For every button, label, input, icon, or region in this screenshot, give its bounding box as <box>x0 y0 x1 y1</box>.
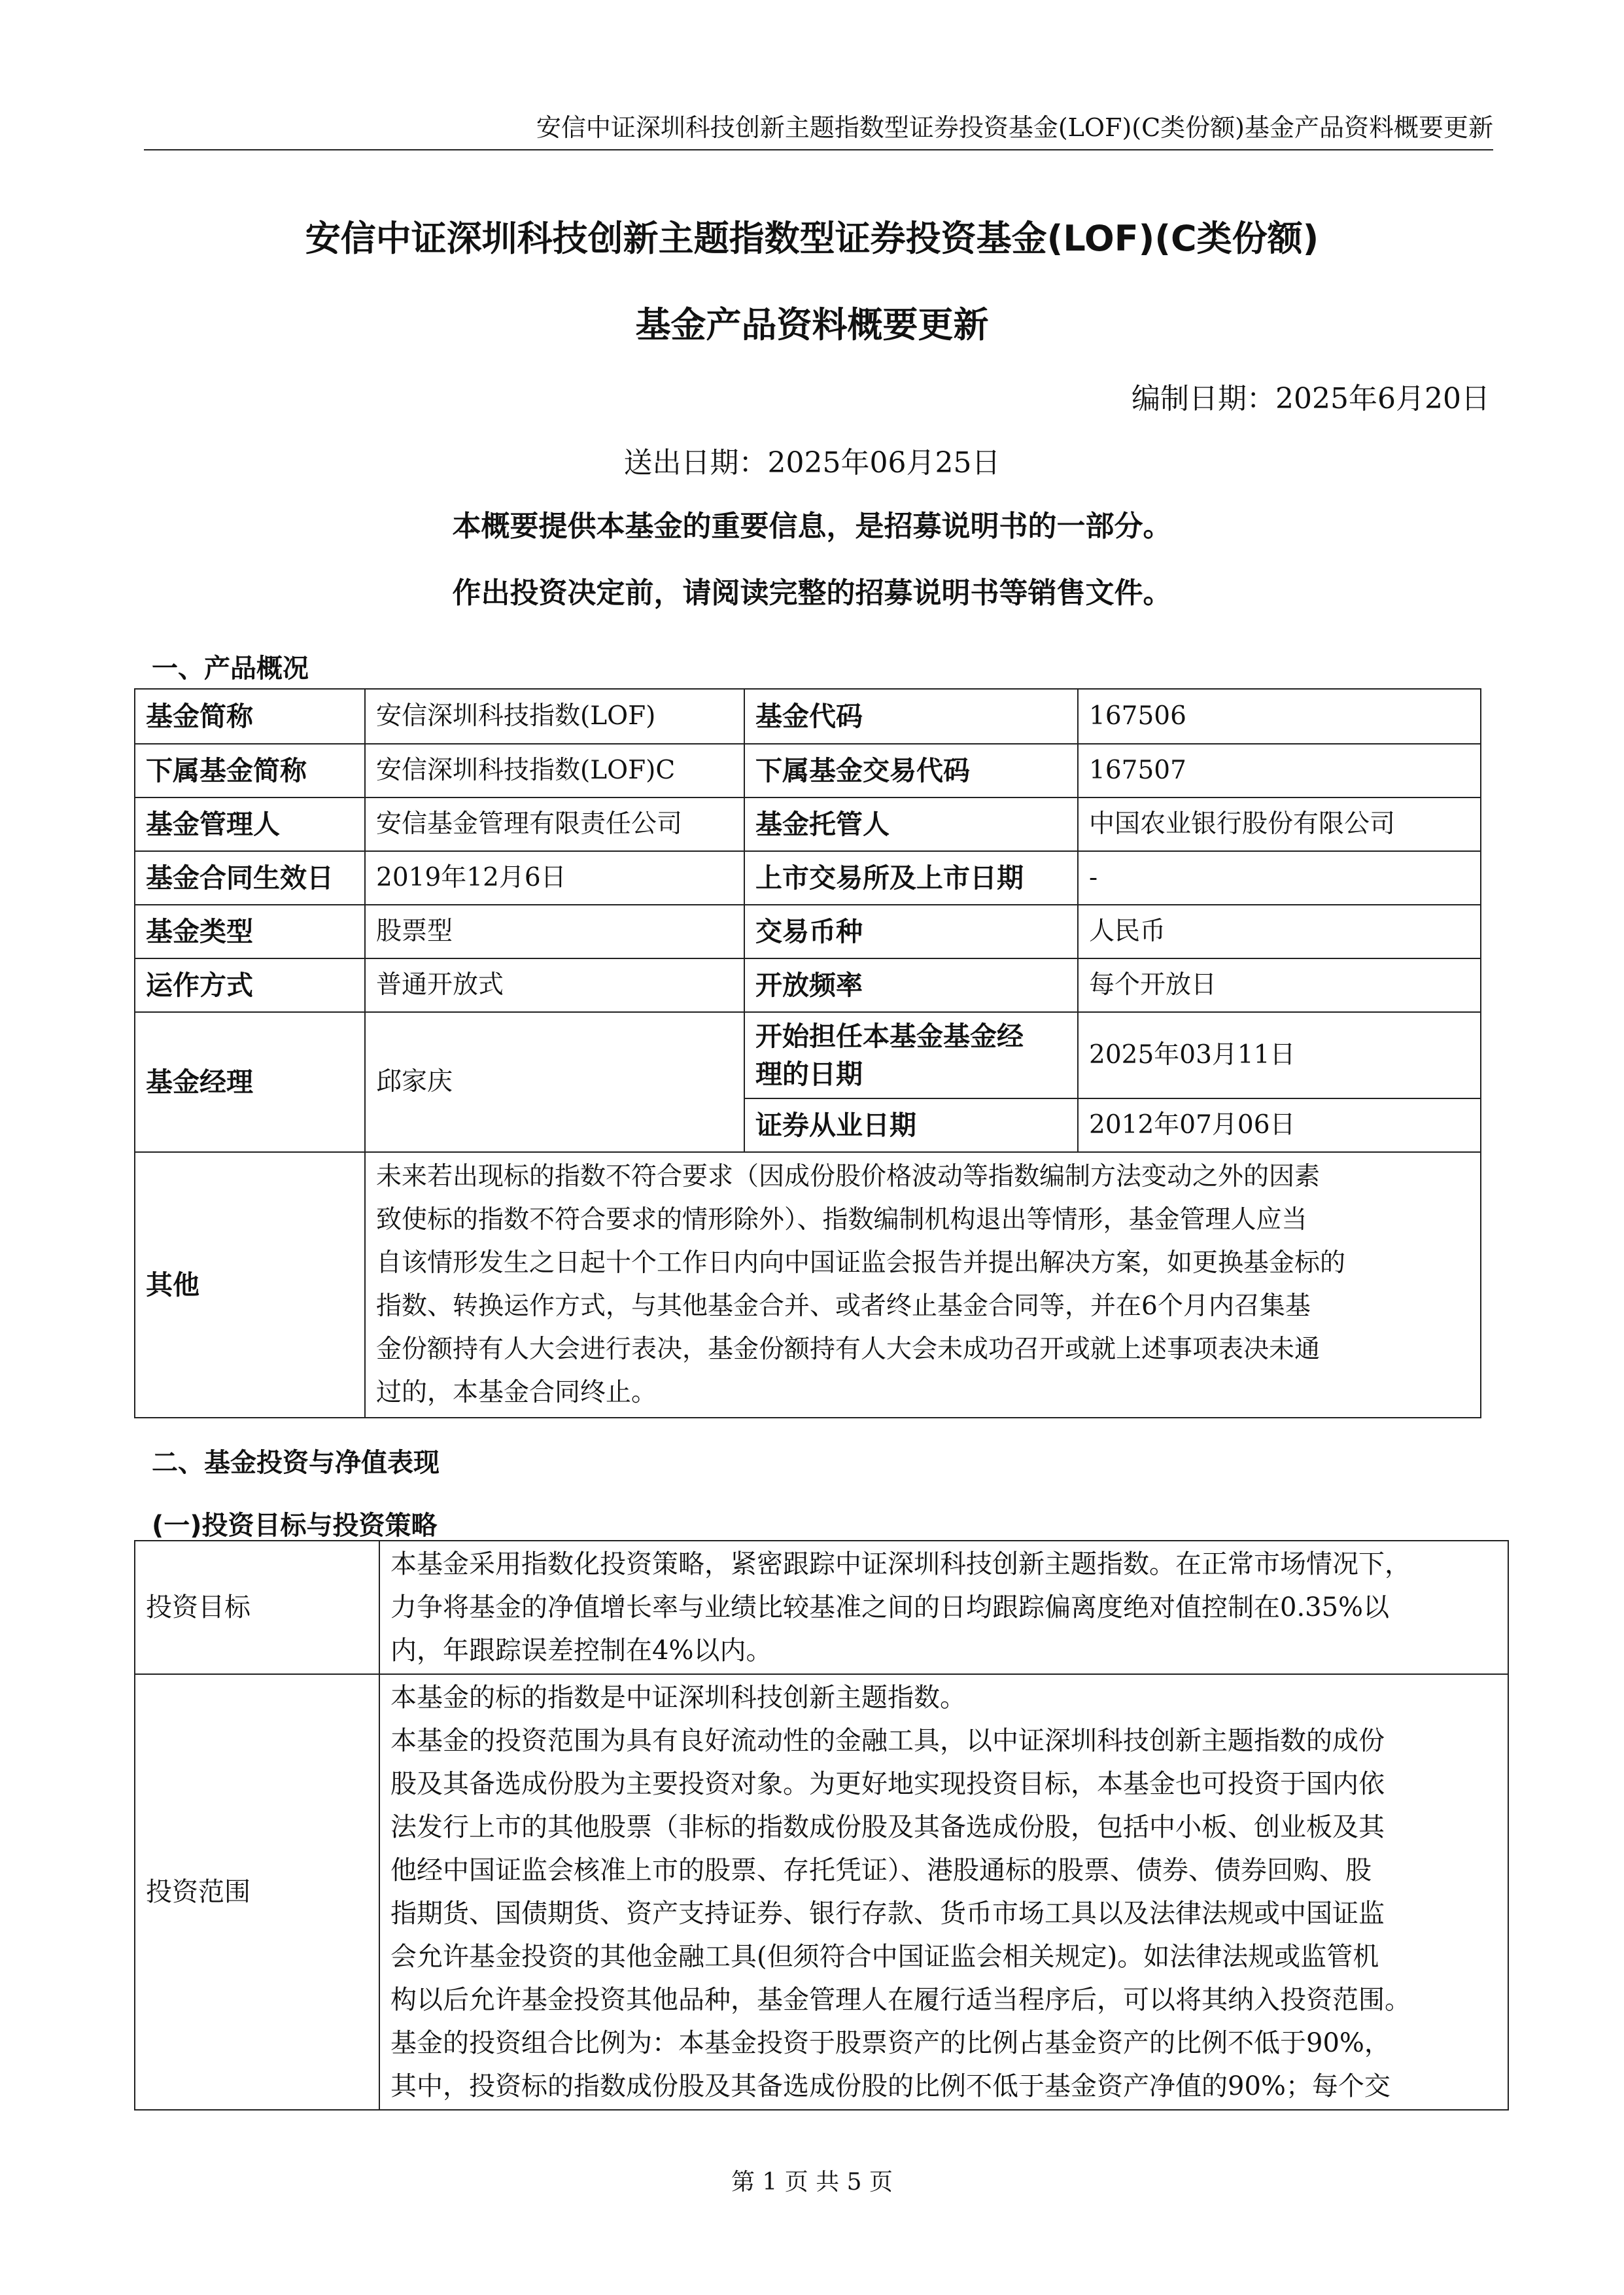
other-content <box>365 1152 1481 1418</box>
portfolio-manager-label: 基金经理 <box>135 1012 365 1152</box>
paragraph-line: 致使标的指数不符合要求的情形除外）、指数编制机构退出等情形，基金管理人应当 <box>376 1205 1307 1235</box>
paragraph-line: 力争将基金的净值增长率与业绩比较基准之间的日均跟踪偏离度绝对值控制在0.35%以 <box>390 1592 1390 1622</box>
paragraph-line: 法发行上市的其他股票（非标的指数成份股及其备选成份股，包括中小板、创业板及其 <box>390 1812 1385 1842</box>
table-row <box>135 1541 1508 1674</box>
operation-mode-value: 普通开放式 <box>365 958 744 1012</box>
open-frequency-value: 每个开放日 <box>1078 958 1481 1012</box>
paragraph-line: 指期货、国债期货、资产支持证券、银行存款、货币市场工具以及法律法规或中国证监 <box>390 1899 1385 1929</box>
fund-manager-company-label: 基金管理人 <box>135 797 365 851</box>
paragraph-line: 金份额持有人大会进行表决，基金份额持有人大会未成功召开或就上述事项表决未通 <box>376 1335 1321 1364</box>
paragraph-line: 未来若出现标的指数不符合要求（因成份股价格波动等指数编制方法变动之外的因素 <box>376 1162 1321 1191</box>
table-row <box>135 851 1481 905</box>
custodian-value: 中国农业银行股份有限公司 <box>1078 797 1481 851</box>
fund-code-value: 167506 <box>1078 689 1481 744</box>
fund-type-value: 股票型 <box>365 905 744 958</box>
paragraph-line: 指数、转换运作方式，与其他基金合并、或者终止基金合同等，并在6个月内召集基 <box>376 1291 1311 1321</box>
custodian-label: 基金托管人 <box>744 797 1078 851</box>
table-row <box>135 797 1481 851</box>
section-heading-investment-performance: 二、基金投资与净值表现 <box>152 1448 440 1478</box>
paragraph-line: 本基金的标的指数是中证深圳科技创新主题指数。 <box>390 1683 966 1713</box>
fund-short-name-label: 基金简称 <box>135 689 365 744</box>
send-date: 送出日期：2025年06月25日 <box>623 446 1001 480</box>
paragraph-line: 其中，投资标的指数成份股及其备选成份股的比例不低于基金资产净值的90%；每个交 <box>390 2071 1391 2101</box>
page-number: 第 1 页 共 5 页 <box>731 2169 893 2196</box>
effective-date-label: 基金合同生效日 <box>135 851 365 905</box>
important-notice: 本概要提供本基金的重要信息，是招募说明书的一部分。 <box>452 510 1172 543</box>
table-row <box>135 1152 1481 1418</box>
share-class-name-value: 安信深圳科技指数(LOF)C <box>365 744 744 797</box>
paragraph-line: 内，年跟踪误差控制在4%以内。 <box>390 1636 772 1666</box>
reading-notice: 作出投资决定前，请阅读完整的招募说明书等销售文件。 <box>452 576 1172 610</box>
paragraph-line: 本基金的投资范围为具有良好流动性的金融工具，以中证深圳科技创新主题指数的成份 <box>390 1726 1385 1756</box>
header-rule <box>144 149 1493 150</box>
subsection-heading-objective-strategy: (一)投资目标与投资策略 <box>152 1511 438 1541</box>
paragraph-line: 过的，本基金合同终止。 <box>376 1378 657 1407</box>
table-row <box>135 1674 1508 2110</box>
paragraph-line: 股及其备选成份股为主要投资对象。为更好地实现投资目标，本基金也可投资于国内依 <box>390 1769 1385 1799</box>
currency-label: 交易币种 <box>744 905 1078 958</box>
share-class-name-label: 下属基金简称 <box>135 744 365 797</box>
paragraph-line: 构以后允许基金投资其他品种，基金管理人在履行适当程序后，可以将其纳入投资范围。 <box>390 1985 1411 2015</box>
share-class-code-value: 167507 <box>1078 744 1481 797</box>
fund-code-label: 基金代码 <box>744 689 1078 744</box>
share-class-code-label: 下属基金交易代码 <box>744 744 1078 797</box>
investment-objective-label: 投资目标 <box>135 1541 379 1674</box>
document-title: 安信中证深圳科技创新主题指数型证券投资基金(LOF)(C类份额) <box>305 218 1319 259</box>
compile-date: 编制日期：2025年6月20日 <box>1132 382 1490 415</box>
listing-exchange-value: - <box>1078 851 1481 905</box>
table-row <box>135 958 1481 1012</box>
paragraph-line: 他经中国证监会核准上市的股票、存托凭证）、港股通标的股票、债券、债券回购、股 <box>390 1855 1372 1885</box>
running-header: 安信中证深圳科技创新主题指数型证券投资基金(LOF)(C类份额)基金产品资料概要更新 <box>536 113 1493 142</box>
manager-start-date-value: 2025年03月11日 <box>1078 1012 1481 1098</box>
manager-start-date-label-line: 理的日期 <box>755 1059 863 1090</box>
product-overview-table <box>134 688 1481 1418</box>
section-heading-product-overview: 一、产品概况 <box>152 654 309 684</box>
career-start-date-label: 证券从业日期 <box>744 1098 1078 1152</box>
investment-scope-label: 投资范围 <box>135 1674 379 2110</box>
paragraph-line: 会允许基金投资的其他金融工具(但须符合中国证监会相关规定)。如法律法规或监管机 <box>390 1942 1379 1972</box>
effective-date-value: 2019年12月6日 <box>365 851 744 905</box>
investment-objective-content <box>379 1541 1508 1674</box>
paragraph-line: 自该情形发生之日起十个工作日内向中国证监会报告并提出解决方案，如更换基金标的 <box>376 1248 1346 1278</box>
paragraph-line: 基金的投资组合比例为：本基金投资于股票资产的比例占基金资产的比例不低于90%， <box>390 2028 1391 2058</box>
other-label: 其他 <box>135 1152 365 1418</box>
career-start-date-value: 2012年07月06日 <box>1078 1098 1481 1152</box>
manager-start-date-label-line: 开始担任本基金基金经 <box>755 1021 1024 1052</box>
operation-mode-label: 运作方式 <box>135 958 365 1012</box>
fund-manager-company-value: 安信基金管理有限责任公司 <box>365 797 744 851</box>
fund-type-label: 基金类型 <box>135 905 365 958</box>
investment-scope-content <box>379 1674 1508 2110</box>
manager-start-date-label <box>744 1012 1078 1098</box>
table-row <box>135 905 1481 958</box>
table-row <box>135 689 1481 744</box>
open-frequency-label: 开放频率 <box>744 958 1078 1012</box>
paragraph-line: 本基金采用指数化投资策略，紧密跟踪中证深圳科技创新主题指数。在正常市场情况下， <box>390 1549 1411 1579</box>
table-row <box>135 1012 1481 1098</box>
currency-value: 人民币 <box>1078 905 1481 958</box>
fund-short-name-value: 安信深圳科技指数(LOF) <box>365 689 744 744</box>
document-subtitle: 基金产品资料概要更新 <box>635 304 989 345</box>
table-row <box>135 744 1481 797</box>
portfolio-manager-value: 邱家庆 <box>365 1012 744 1152</box>
listing-exchange-label: 上市交易所及上市日期 <box>744 851 1078 905</box>
investment-strategy-table <box>134 1540 1509 2111</box>
